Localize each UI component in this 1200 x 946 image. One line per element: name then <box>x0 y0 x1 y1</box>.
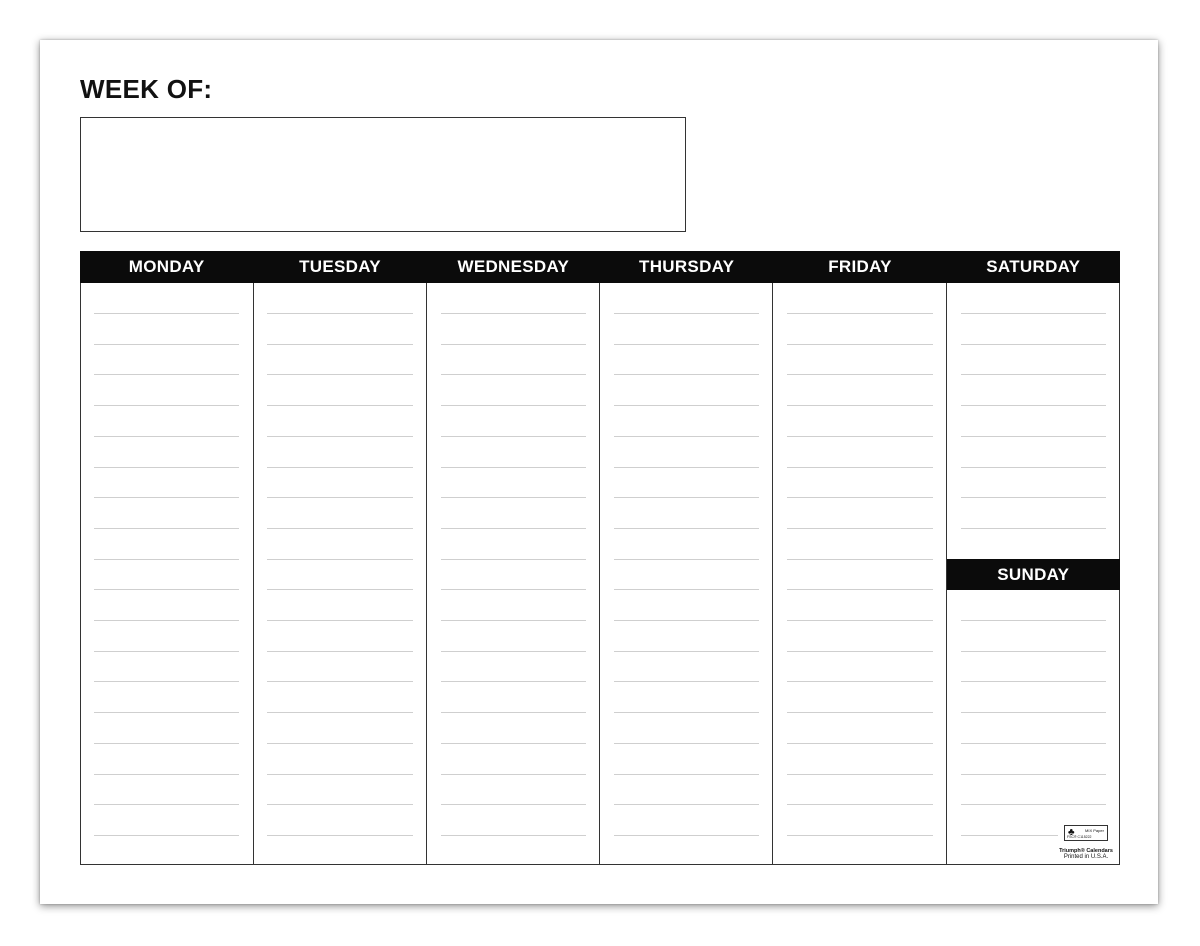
writing-line <box>267 344 412 345</box>
writing-line <box>267 436 412 437</box>
writing-line <box>961 497 1106 498</box>
writing-line <box>441 559 586 560</box>
writing-line <box>787 835 932 836</box>
writing-line <box>441 712 586 713</box>
day-column-tuesday[interactable] <box>253 283 426 865</box>
writing-line <box>787 497 932 498</box>
writing-line <box>267 681 412 682</box>
writing-line <box>94 774 239 775</box>
writing-line <box>787 528 932 529</box>
writing-line <box>94 743 239 744</box>
day-column-thursday[interactable] <box>600 283 773 865</box>
writing-line <box>614 804 759 805</box>
writing-line <box>94 436 239 437</box>
writing-line <box>787 467 932 468</box>
writing-line <box>614 497 759 498</box>
writing-line <box>267 559 412 560</box>
writing-line <box>787 559 932 560</box>
day-header-tuesday: TUESDAY <box>299 257 381 276</box>
writing-line <box>441 528 586 529</box>
writing-line <box>787 681 932 682</box>
writing-line <box>441 497 586 498</box>
writing-line <box>961 712 1106 713</box>
writing-line <box>267 774 412 775</box>
day-header-saturday: SATURDAY <box>986 257 1081 276</box>
writing-line <box>614 467 759 468</box>
writing-line <box>961 835 1058 836</box>
writing-line <box>441 405 586 406</box>
writing-line <box>441 436 586 437</box>
writing-line <box>961 651 1106 652</box>
writing-line <box>614 528 759 529</box>
writing-line <box>787 374 932 375</box>
day-column-monday[interactable] <box>80 283 253 865</box>
writing-line <box>614 774 759 775</box>
writing-line <box>267 804 412 805</box>
writing-line <box>614 405 759 406</box>
writing-line <box>267 528 412 529</box>
printed-text: Printed in U.S.A. <box>1063 854 1109 860</box>
writing-line <box>441 651 586 652</box>
writing-line <box>94 712 239 713</box>
writing-line <box>961 528 1106 529</box>
writing-line <box>94 620 239 621</box>
writing-line <box>441 743 586 744</box>
fsc-code: FSC® C115222 <box>1067 835 1092 839</box>
writing-line <box>614 681 759 682</box>
writing-line <box>267 313 412 314</box>
writing-line <box>961 743 1106 744</box>
day-header-sunday: SUNDAY <box>947 559 1120 590</box>
writing-line <box>961 804 1106 805</box>
writing-line <box>614 436 759 437</box>
writing-line <box>441 620 586 621</box>
writing-line <box>614 374 759 375</box>
writing-line <box>267 743 412 744</box>
writing-line <box>961 374 1106 375</box>
writing-line <box>94 681 239 682</box>
day-header-thursday: THURSDAY <box>639 257 735 276</box>
writing-line <box>441 374 586 375</box>
writing-line <box>441 467 586 468</box>
writing-line <box>94 374 239 375</box>
day-column-friday[interactable] <box>773 283 946 865</box>
writing-line <box>267 405 412 406</box>
writing-line <box>787 344 932 345</box>
writing-line <box>267 374 412 375</box>
writing-line <box>961 620 1106 621</box>
writing-line <box>267 467 412 468</box>
writing-line <box>267 589 412 590</box>
writing-line <box>961 774 1106 775</box>
fsc-logo <box>1064 825 1108 841</box>
writing-line <box>94 835 239 836</box>
writing-line <box>787 712 932 713</box>
writing-line <box>787 774 932 775</box>
writing-line <box>787 436 932 437</box>
writing-line <box>961 467 1106 468</box>
writing-line <box>614 712 759 713</box>
tree-icon: ♣ <box>1068 827 1075 838</box>
writing-line <box>961 344 1106 345</box>
writing-line <box>787 589 932 590</box>
writing-line <box>94 497 239 498</box>
printer-logo <box>1058 825 1114 860</box>
writing-line <box>94 589 239 590</box>
writing-line <box>267 620 412 621</box>
writing-line <box>267 497 412 498</box>
writing-line <box>94 405 239 406</box>
writing-line <box>614 559 759 560</box>
writing-line <box>441 681 586 682</box>
writing-line <box>961 405 1106 406</box>
weekly-planner-sheet <box>40 40 1158 904</box>
writing-line <box>441 774 586 775</box>
week-of-label: WEEK OF: <box>80 74 213 104</box>
writing-line <box>267 712 412 713</box>
writing-line <box>614 743 759 744</box>
writing-line <box>787 620 932 621</box>
writing-line <box>94 559 239 560</box>
writing-line <box>614 620 759 621</box>
writing-line <box>787 651 932 652</box>
writing-line <box>614 344 759 345</box>
writing-line <box>614 589 759 590</box>
writing-line <box>441 589 586 590</box>
writing-line <box>787 313 932 314</box>
writing-line <box>267 651 412 652</box>
day-column-wednesday[interactable] <box>427 283 600 865</box>
week-grid <box>80 251 1120 866</box>
writing-line <box>94 528 239 529</box>
writing-line <box>441 313 586 314</box>
writing-line <box>441 344 586 345</box>
brand-text: Triumph® Calendars <box>1059 848 1113 854</box>
writing-line <box>94 804 239 805</box>
writing-line <box>94 651 239 652</box>
writing-line <box>787 804 932 805</box>
fsc-text: MIX Paper <box>1085 828 1104 833</box>
writing-line <box>614 313 759 314</box>
day-header-monday: MONDAY <box>128 257 205 276</box>
week-of-input-box[interactable] <box>80 117 686 232</box>
writing-line <box>961 436 1106 437</box>
writing-line <box>614 651 759 652</box>
writing-line <box>614 835 759 836</box>
writing-line <box>441 804 586 805</box>
writing-line <box>267 835 412 836</box>
writing-line <box>441 835 586 836</box>
writing-line <box>787 743 932 744</box>
writing-line <box>961 681 1106 682</box>
day-header-friday: FRIDAY <box>828 257 892 276</box>
writing-line <box>961 313 1106 314</box>
writing-line <box>787 405 932 406</box>
day-header-wednesday: WEDNESDAY <box>457 257 570 276</box>
writing-line <box>94 344 239 345</box>
writing-line <box>94 313 239 314</box>
writing-line <box>94 467 239 468</box>
